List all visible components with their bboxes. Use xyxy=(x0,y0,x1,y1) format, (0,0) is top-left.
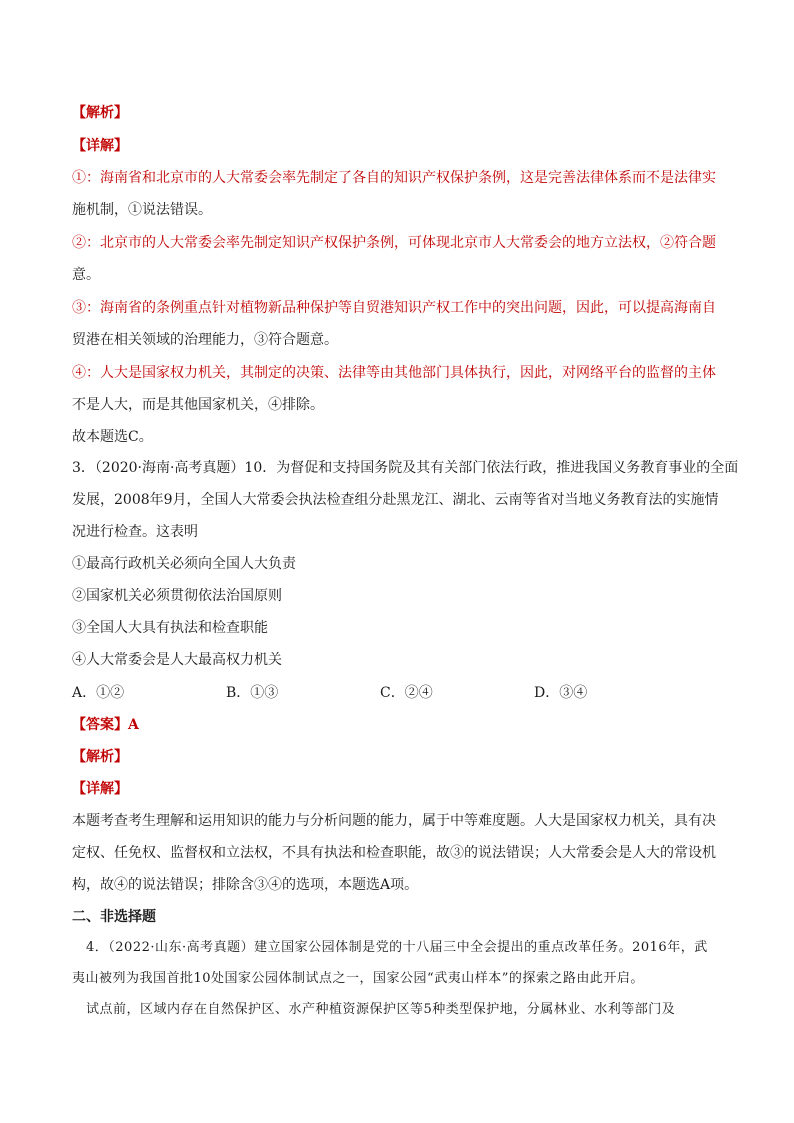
detail-label: 【详解】 xyxy=(72,138,128,154)
analysis-label: 【解析】 xyxy=(72,105,128,121)
question-stem-line: 夷山被列为我国首批10处国家公园体制试点之一，国家公园“武夷山样本”的探索之路由此开启。 xyxy=(72,971,644,986)
option-b: B．①③ xyxy=(226,685,279,701)
statement-4: ④人大常委会是人大最高权力机关 xyxy=(72,652,282,668)
question-stem-line: 发展，2008年9月，全国人大常委会执法检查组分赴黑龙江、湖北、云南等省对当地义务教育法的实施情 xyxy=(72,492,719,508)
analysis-line: 施机制，①说法错误。 xyxy=(72,202,212,218)
analysis-line: ④：人大是国家权力机关，其制定的决策、法律等由其他部门具体执行，因此，对网络平台的监督的主体 xyxy=(72,365,716,381)
question-stem-line: 况进行检查。这表明 xyxy=(72,524,198,540)
statement-2: ②国家机关必须贯彻依法治国原则 xyxy=(72,588,282,604)
statement-3: ③全国人大具有执法和检查职能 xyxy=(72,620,268,636)
option-c: C．②④ xyxy=(380,685,433,701)
question-stem-line: 试点前，区域内存在自然保护区、水产种植资源保护区等5种类型保护地，分属林业、水利等部门及 xyxy=(86,1002,676,1017)
analysis-line: 不是人大，而是其他国家机关，④排除。 xyxy=(72,397,324,413)
analysis-line: 贸港在相关领域的治理能力，③符合题意。 xyxy=(72,332,338,348)
option-a: A．①② xyxy=(72,685,125,701)
analysis-line: ③：海南省的条例重点针对植物新品种保护等自贸港知识产权工作中的突出问题，因此，可以提高海南自 xyxy=(72,300,716,316)
analysis-line: ②：北京市的人大常委会率先制定知识产权保护条例，可体现北京市人大常委会的地方立法权，②符合题 xyxy=(72,235,716,251)
analysis-line: 意。 xyxy=(72,267,100,283)
answer-value: A xyxy=(128,717,139,733)
conclusion-line: 故本题选C。 xyxy=(72,429,153,445)
detail-line: 构，故④的说法错误；排除含③④的选项，本题选A项。 xyxy=(72,877,419,893)
detail-label: 【详解】 xyxy=(72,781,128,797)
answer-label: 【答案】 xyxy=(72,717,128,733)
answer-row xyxy=(72,715,139,735)
analysis-label: 【解析】 xyxy=(72,749,128,765)
analysis-line: ①：海南省和北京市的人大常委会率先制定了各自的知识产权保护条例，这是完善法律体系而不是法律实 xyxy=(72,170,716,186)
detail-line: 定权、任免权、监督权和立法权，不具有执法和检查职能，故③的说法错误；人大常委会是人大的常设机 xyxy=(72,845,716,861)
section-heading: 二、非选择题 xyxy=(72,909,156,925)
detail-line: 本题考查考生理解和运用知识的能力与分析问题的能力，属于中等难度题。人大是国家权力机关，具有决 xyxy=(72,813,716,829)
statement-1: ①最高行政机关必须向全国人大负责 xyxy=(72,556,296,572)
question-stem-line: 4．（2022·山东·高考真题）建立国家公园体制是党的十八届三中全会提出的重点改革任务。2016年，武 xyxy=(86,940,708,955)
question-stem-line: 3．（2020·海南·高考真题）10．为督促和支持国务院及其有关部门依法行政，推进我国义务教育事业的全面 xyxy=(72,460,739,476)
option-d: D．③④ xyxy=(534,685,588,701)
